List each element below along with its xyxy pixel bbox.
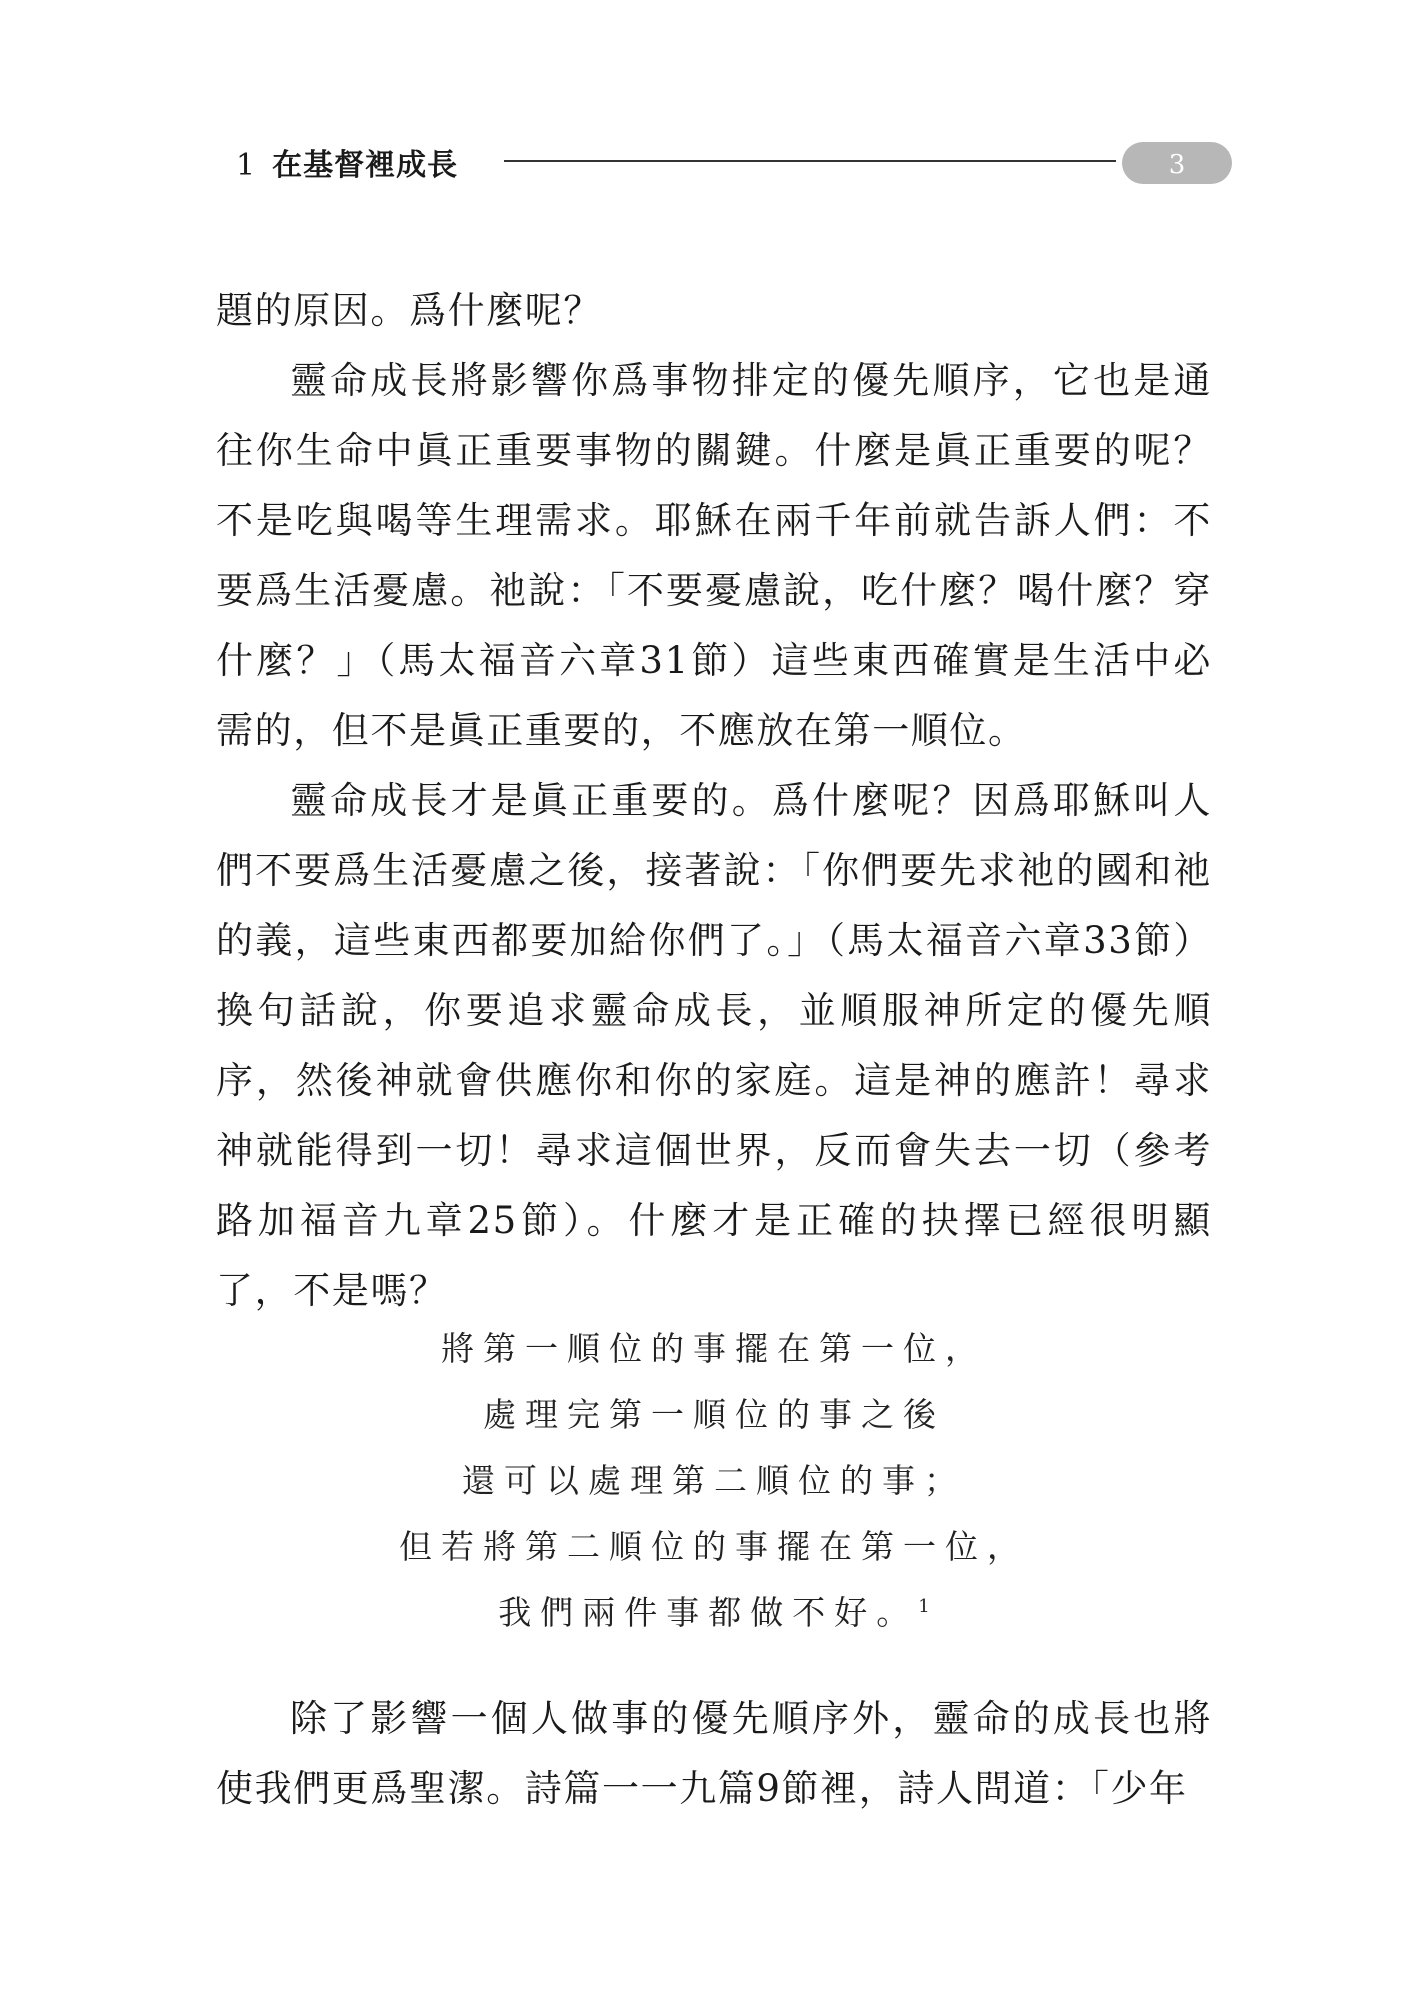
header-rule <box>504 160 1116 162</box>
chapter-heading <box>236 140 458 184</box>
quote-line-text: 我們兩件事都做不好。 <box>498 1593 919 1632</box>
body-text <box>216 276 1212 1326</box>
paragraph: 靈命成長將影響你爲事物排定的優先順序，它也是通往你生命中眞正重要事物的關鍵。什麼是眞正重要的呢？不是吃與喝等生理需求。耶穌在兩千年前就告訴人們：不要爲生活憂慮。祂說：「不要憂慮說，吃什麼？喝什麼？穿什麼？」（馬太福音六章31節）這些東西確實是生活中必需的，但不是眞正重要的，不應放在第一順位。 <box>216 359 1212 752</box>
block-quote <box>216 1316 1212 1646</box>
running-header <box>236 134 1236 194</box>
page-number: 3 <box>1168 150 1186 180</box>
quote-line: 處理完第一順位的事之後 <box>483 1395 945 1434</box>
quote-line: 將第一順位的事擺在第一位， <box>441 1329 987 1368</box>
paragraph: 靈命成長才是眞正重要的。爲什麼呢？因爲耶穌叫人們不要爲生活憂慮之後，接著說：「你們要先求祂的國和祂的義，這些東西都要加給你們了。」（馬太福音六章33節）換句話說，你要追求靈命成長，並順服神所定的優先順序，然後神就會供應你和你的家庭。這是神的應許！尋求神就能得到一切！尋求這個世界，反而會失去一切（參考路加福音九章25節）。什麼才是正確的抉擇已經很明顯了，不是嗎？ <box>216 779 1212 1312</box>
quote-line: 但若將第二順位的事擺在第一位， <box>399 1527 1029 1566</box>
paragraph-continued: 題的原因。爲什麼呢？ <box>216 289 602 332</box>
footnote-marker: 1 <box>918 1596 930 1617</box>
quote-line: 還可以處理第二順位的事； <box>462 1461 966 1500</box>
chapter-number: 1 <box>236 148 257 183</box>
chapter-title: 在基督裡成長 <box>272 148 459 183</box>
body-text-continued <box>216 1684 1212 1824</box>
quote-line-last <box>216 1580 1212 1646</box>
page-number-badge <box>1122 142 1232 184</box>
paragraph: 除了影響一個人做事的優先順序外，靈命的成長也將使我們更爲聖潔。詩篇一一九篇9節裡，詩人問道：「少年 <box>216 1697 1212 1810</box>
